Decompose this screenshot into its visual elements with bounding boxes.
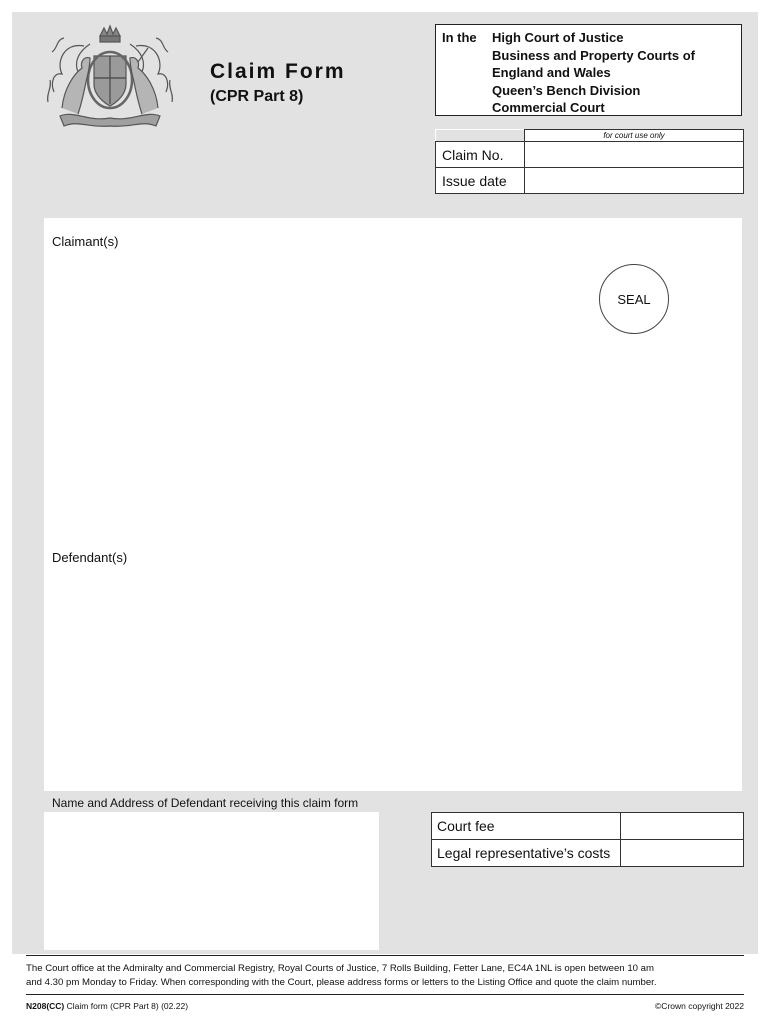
court-fee-label: Court fee	[432, 813, 621, 840]
defendant-label: Defendant(s)	[52, 550, 128, 565]
court-fee-field[interactable]	[621, 813, 744, 840]
seal-circle	[599, 264, 669, 334]
defendant-address-field[interactable]	[44, 812, 379, 950]
court-use-table	[435, 129, 744, 194]
court-details-box	[435, 24, 742, 116]
court-name	[492, 29, 695, 117]
copyright-notice: ©Crown copyright 2022	[655, 1001, 744, 1011]
seal-label: SEAL	[617, 291, 651, 307]
fees-table	[431, 812, 744, 867]
claimant-label: Claimant(s)	[52, 234, 119, 249]
court-line: High Court of Justice	[492, 30, 624, 45]
court-office-note-line: and 4.30 pm Monday to Friday. When corresponding with the Court, please address forms or letters to the Listing Office and quote the claim number.	[26, 976, 657, 988]
court-line: England and Wales	[492, 65, 611, 80]
form-reference-text: Claim form (CPR Part 8) (02.22)	[66, 1001, 189, 1011]
form-subtitle: (CPR Part 8)	[210, 88, 304, 105]
court-office-note	[26, 962, 746, 989]
royal-coat-of-arms-logo	[44, 22, 176, 130]
court-use-spacer	[436, 130, 525, 142]
form-title: Claim Form	[210, 60, 346, 83]
issue-date-field[interactable]	[525, 168, 744, 194]
parties-panel[interactable]	[44, 218, 742, 791]
in-the-label: In the	[442, 30, 477, 45]
court-line: Queen’s Bench Division	[492, 82, 641, 98]
footer-divider	[26, 994, 744, 995]
court-line: Commercial Court	[492, 100, 605, 115]
form-code: N208(CC)	[26, 1001, 65, 1011]
legal-costs-label: Legal representative’s costs	[432, 840, 621, 867]
court-line: Business and Property Courts of	[492, 47, 695, 63]
form-reference	[26, 1001, 188, 1011]
court-office-note-line: The Court office at the Admiralty and Commercial Registry, Royal Courts of Justice, 7 Rolls Building, Fetter Lane, EC4A 1NL is open between 10 am	[26, 963, 654, 974]
footer-divider	[26, 955, 744, 956]
claim-no-label: Claim No.	[436, 142, 525, 168]
issue-date-label: Issue date	[436, 168, 525, 194]
legal-costs-field[interactable]	[621, 840, 744, 867]
claim-no-field[interactable]	[525, 142, 744, 168]
for-court-use-label: for court use only	[525, 130, 744, 142]
defendant-address-label: Name and Address of Defendant receiving this claim form	[52, 796, 359, 810]
